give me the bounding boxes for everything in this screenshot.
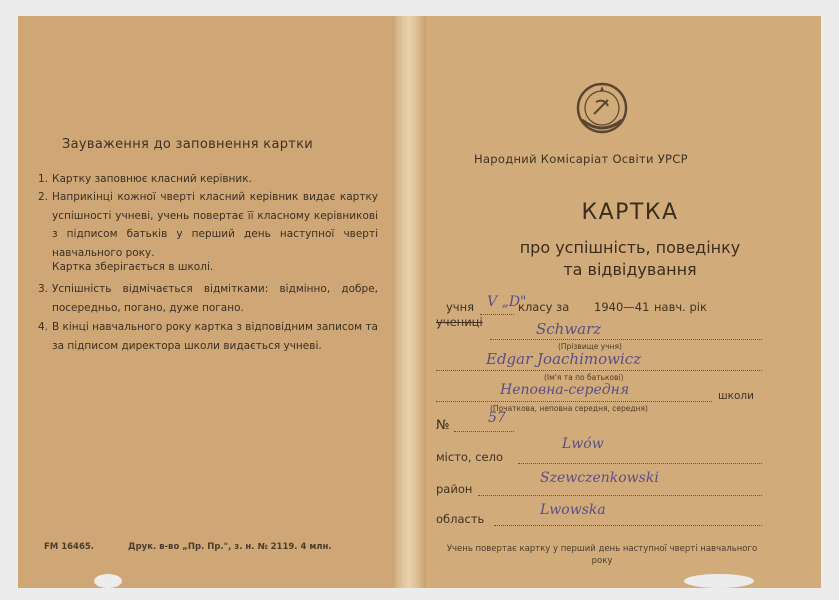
city-label: місто, село (436, 450, 504, 464)
card-subtitle: та відвідування (563, 260, 697, 279)
card-title: КАРТКА (581, 200, 679, 225)
pupil-label: учня (446, 300, 475, 314)
pupil-label-female: учениці (436, 315, 483, 329)
district-label: район (436, 482, 473, 496)
note-number: 2. (38, 191, 49, 203)
school-year: 1940—41 (594, 300, 650, 314)
class-value: V „D" (487, 294, 527, 310)
fill-line (494, 525, 762, 526)
surname-value: Schwarz (536, 320, 602, 338)
fill-line (518, 463, 762, 464)
surname-hint: (Прізвище учня) (558, 342, 622, 351)
fill-line (478, 495, 762, 496)
note-text: Картка зберігається в школі. (52, 261, 214, 273)
note-text: Наприкінці кожної чверті класний керівник видає картку успішності учневі, учень повертає її класному керівникові з підписом батьків у перший день наступної чверті навчального року. (52, 191, 378, 259)
fill-line (436, 401, 712, 402)
number-value: 57 (488, 410, 506, 426)
edge-tear (94, 574, 122, 588)
fill-line (490, 339, 762, 340)
city-value: Lwów (562, 436, 604, 452)
notes-title: Зауваження до заповнення картки (62, 137, 314, 152)
name-value: Edgar Joachimowicz (486, 350, 642, 368)
note-number: 1. (38, 173, 49, 185)
fill-line (454, 431, 514, 432)
school-type-value: Неповна-середня (500, 382, 630, 398)
center-fold (392, 16, 426, 588)
note-item (38, 188, 378, 262)
region-value: Lwowska (540, 502, 606, 518)
note-text: Успішність відмічається відмітками: відмінно, добре, посередньо, погано, дуже погано. (52, 283, 378, 314)
note-text: Картку заповнює класний керівник. (52, 173, 252, 185)
school-label: школи (718, 390, 754, 402)
note-item (38, 280, 378, 317)
return-instruction: Учень повертає картку у перший день наступної чверті навчального року (446, 544, 758, 566)
ussr-emblem-icon (574, 80, 630, 136)
note-item (38, 170, 378, 189)
edge-tear (684, 574, 754, 588)
commissariat-heading: Народний Комісаріат Освіти УРСР (474, 152, 688, 166)
printer-info: Друк. в-во „Пр. Пр.", з. н. № 2119. 4 млн. (128, 542, 332, 552)
fill-line (480, 314, 514, 315)
note-item (38, 318, 378, 355)
note-number: 3. (38, 283, 49, 295)
school-type-hint: (Початкова, неповна середня, середня) (490, 404, 648, 413)
number-label: № (436, 418, 450, 433)
fill-line (436, 370, 762, 371)
note-number: 4. (38, 321, 49, 333)
year-label: навч. рік (654, 300, 707, 314)
form-code: FM 16465. (44, 542, 95, 552)
name-hint: (Ім'я та по батькові) (544, 373, 624, 382)
class-label: класу за (518, 300, 570, 314)
region-label: область (436, 512, 485, 526)
note-item (38, 258, 378, 277)
card-subtitle: про успішність, поведінку (519, 238, 741, 257)
note-text: В кінці навчального року картка з відповідним записом та за підписом директора школи видається учневі. (52, 321, 378, 352)
district-value: Szewczenkowski (540, 470, 659, 486)
